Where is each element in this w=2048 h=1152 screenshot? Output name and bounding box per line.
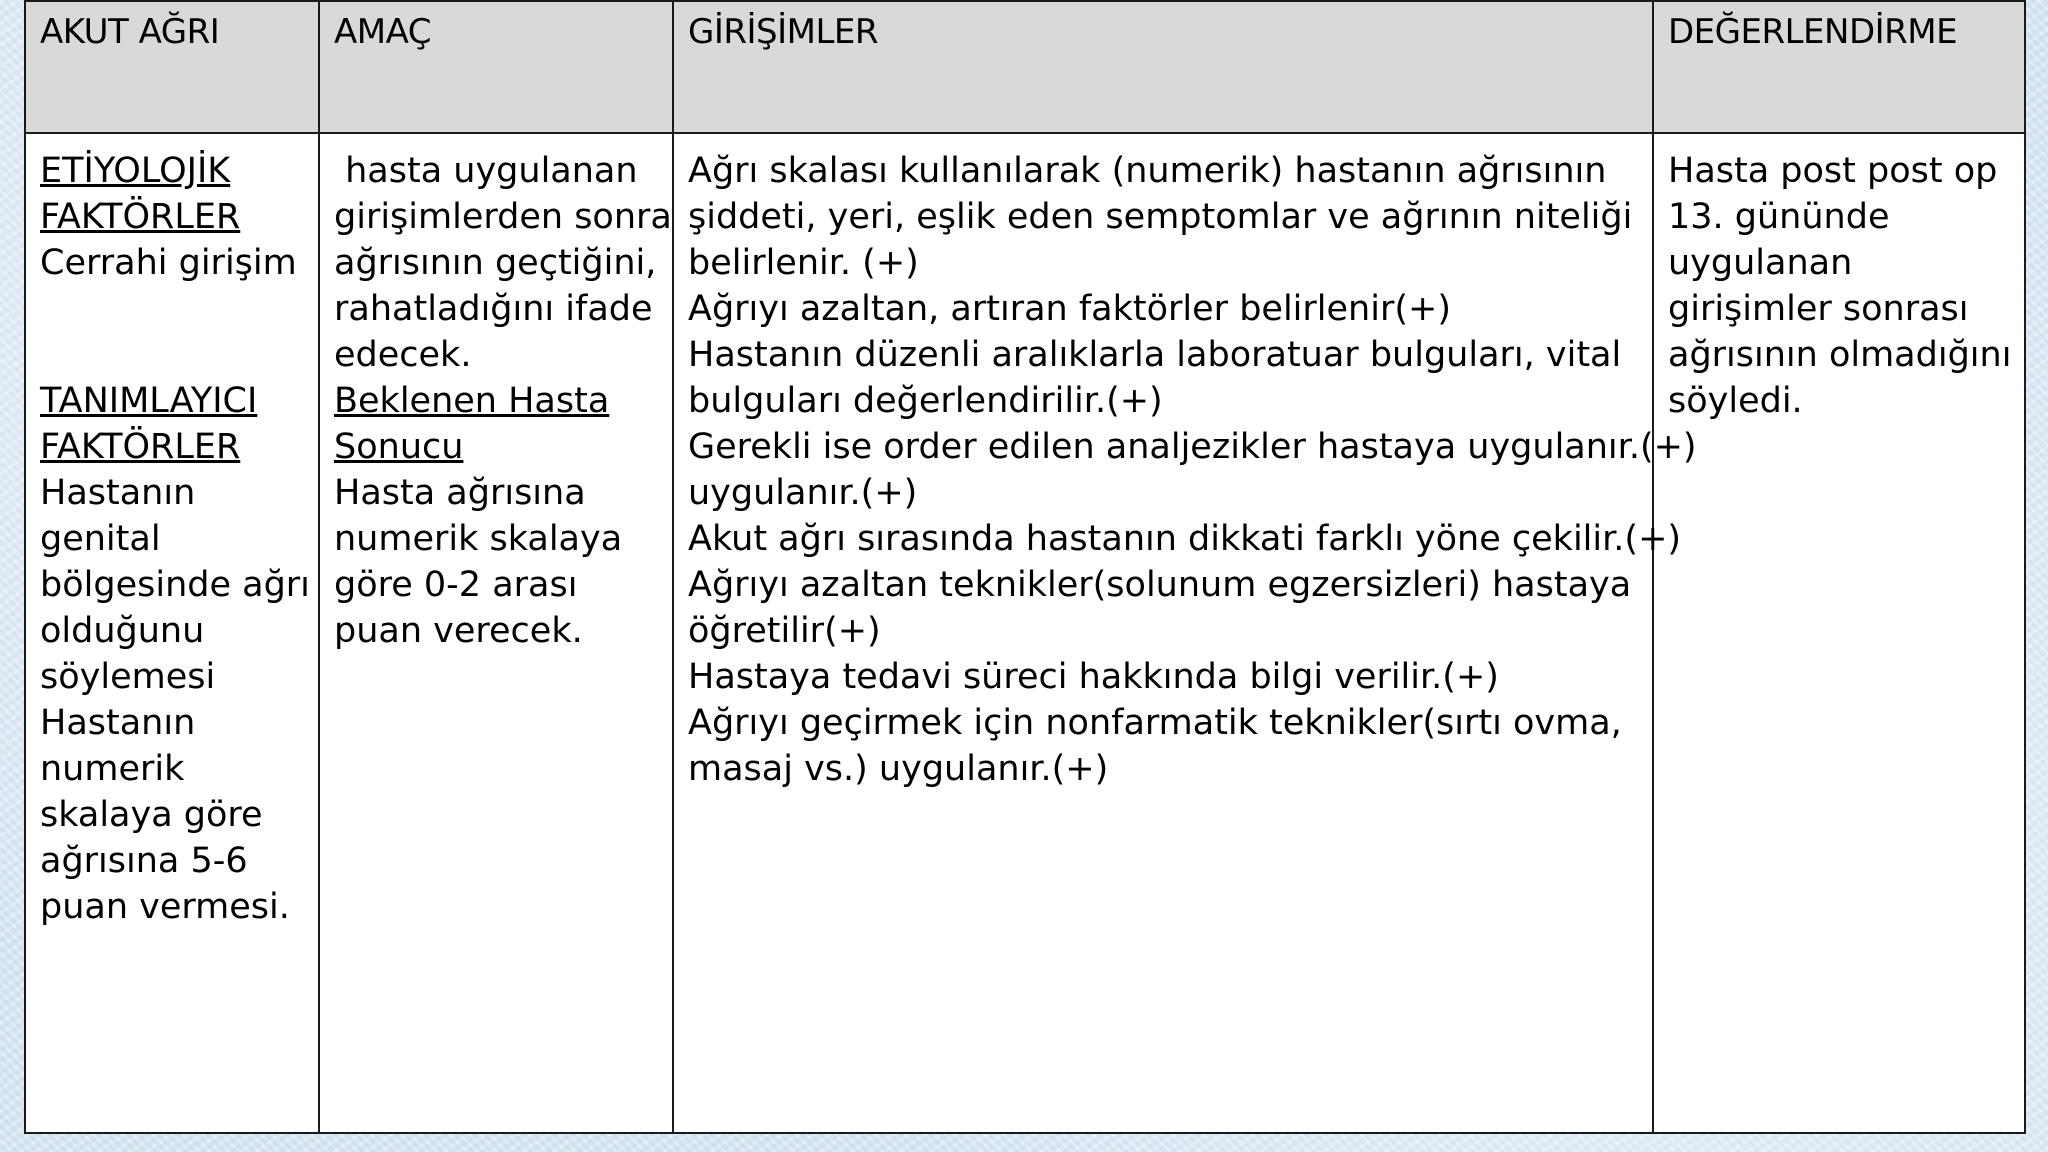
intervention-line: Gerekli ise order edilen analjezikler hastaya uygulanır.(+)	[688, 427, 1697, 467]
evaluation-line: 13. gününde	[1668, 197, 1890, 237]
intervention-line: masaj vs.) uygulanır.(+)	[688, 749, 1109, 789]
cell-degerlendirme	[1653, 133, 2025, 1133]
defining-text-line: numerik	[40, 749, 185, 789]
intervention-line: şiddeti, yeri, eşlik eden semptomlar ve ağrının niteliği	[688, 197, 1633, 237]
expected-text-line: göre 0-2 arası	[334, 565, 578, 605]
expected-title-line: Beklenen Hasta	[334, 381, 610, 421]
evaluation-line: ağrısının olmadığını	[1668, 335, 2012, 375]
defining-text-line: genital	[40, 519, 161, 559]
intervention-line: Hastanın düzenli aralıklarla laboratuar bulguları, vital	[688, 335, 1622, 375]
defining-text-line: ağrısına 5-6	[40, 841, 248, 881]
cell-amac	[319, 133, 673, 1133]
expected-text-line: numerik skalaya	[334, 519, 623, 559]
etiology-title-line: ETİYOLOJİK	[40, 151, 231, 191]
intervention-line: Akut ağrı sırasında hastanın dikkati farklı yöne çekilir.(+)	[688, 519, 1682, 559]
content-row	[25, 133, 2025, 1133]
goal-text-line: girişimlerden sonra	[334, 197, 672, 237]
goal-text-line: hasta uygulanan	[334, 151, 638, 191]
goal-text-line: rahatladığını ifade	[334, 289, 653, 329]
defining-title-line: TANIMLAYICI	[40, 381, 258, 421]
defining-text-line: skalaya göre	[40, 795, 263, 835]
header-girisimler: GİRİŞİMLER	[673, 1, 1653, 133]
goal-text-line: edecek.	[334, 335, 472, 375]
defining-text-line: Hastanın	[40, 473, 196, 513]
defining-title-line: FAKTÖRLER	[40, 427, 241, 467]
defining-text-line: bölgesinde ağrı	[40, 565, 310, 605]
header-degerlendirme: DEĞERLENDİRME	[1653, 1, 2025, 133]
expected-text-line: puan verecek.	[334, 611, 583, 651]
intervention-line: Ağrıyı geçirmek için nonfarmatik teknikler(sırtı ovma,	[688, 703, 1622, 743]
evaluation-line: söyledi.	[1668, 381, 1803, 421]
header-amac: AMAÇ	[319, 1, 673, 133]
goal-text-line: ağrısının geçtiğini,	[334, 243, 657, 283]
intervention-line: Ağrı skalası kullanılarak (numerik) hastanın ağrısının	[688, 151, 1607, 191]
etiology-text-line: Cerrahi girişim	[40, 243, 297, 283]
expected-title-line: Sonucu	[334, 427, 464, 467]
cell-akut-agri	[25, 133, 319, 1133]
intervention-line: Hastaya tedavi süreci hakkında bilgi verilir.(+)	[688, 657, 1499, 697]
defining-text-line: puan vermesi.	[40, 887, 290, 927]
etiology-title-line: FAKTÖRLER	[40, 197, 241, 237]
intervention-line: uygulanır.(+)	[688, 473, 918, 513]
evaluation-line: girişimler sonrası	[1668, 289, 1969, 329]
evaluation-line: uygulanan	[1668, 243, 1853, 283]
intervention-line: Ağrıyı azaltan teknikler(solunum egzersizleri) hastaya	[688, 565, 1632, 605]
intervention-line: Ağrıyı azaltan, artıran faktörler belirlenir(+)	[688, 289, 1451, 329]
intervention-line: bulguları değerlendirilir.(+)	[688, 381, 1163, 421]
intervention-line: belirlenir. (+)	[688, 243, 919, 283]
cell-girisimler	[673, 133, 1697, 1133]
expected-text-line: Hasta ağrısına	[334, 473, 586, 513]
header-akut-agri: AKUT AĞRI	[25, 1, 319, 133]
defining-text-line: olduğunu	[40, 611, 205, 651]
intervention-line: öğretilir(+)	[688, 611, 881, 651]
care-plan-table	[24, 0, 2026, 1134]
evaluation-line: Hasta post post op	[1668, 151, 1998, 191]
defining-text-line: Hastanın	[40, 703, 196, 743]
defining-text-line: söylemesi	[40, 657, 216, 697]
spacer	[40, 286, 304, 378]
header-row	[25, 1, 2025, 133]
